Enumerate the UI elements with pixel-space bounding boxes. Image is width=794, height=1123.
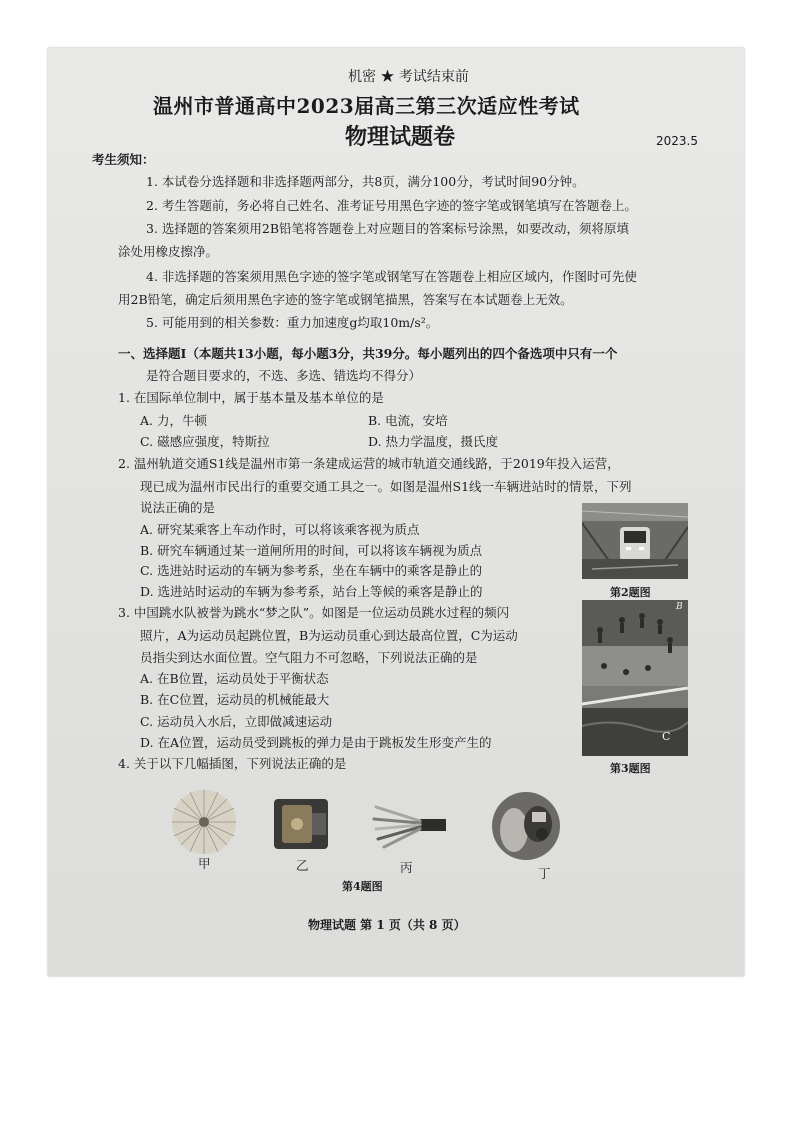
diving-photo-art: [582, 600, 688, 756]
exam-page: [48, 48, 744, 976]
fig4-jia-art: [170, 788, 238, 856]
fig3-label-c: C: [662, 730, 671, 743]
q1-option-c: C. 磁感应强度，特斯拉: [140, 434, 270, 449]
q3-stem-3: 员指尖到达水面位置。空气阻力不可忽略，下列说法正确的是: [140, 650, 478, 665]
q2-stem-1: 2. 温州轨道交通S1线是温州市第一条建成运营的城市轨道交通线路，于2019年投入运营，: [118, 456, 620, 471]
confidential-label: 机密 ★ 考试结束前: [348, 69, 469, 85]
fig3-caption: 第3题图: [610, 762, 651, 775]
section1-line1-text: 一、选择题Ⅰ（本题共13小题，每小题3分，共39分。每小题列出的四个备选项中只有一个: [118, 346, 618, 361]
fig4-label-yi: 乙: [296, 858, 309, 873]
fig4-ding-art: [488, 790, 566, 862]
subject-title: 物理试题卷: [345, 124, 456, 150]
notice-item-3-cont: 涂处用橡皮擦净。: [118, 244, 219, 259]
exam-date: 2023.5: [656, 134, 698, 148]
fig4-yi-art: [268, 793, 334, 855]
q1-option-b: B. 电流，安培: [368, 413, 448, 428]
q1-option-a: A. 力，牛顿: [140, 413, 207, 428]
q3-option-d: D. 在A位置，运动员受到跳板的弹力是由于跳板发生形变产生的: [140, 735, 492, 750]
exam-title: 温州市普通高中2023届高三第三次适应性考试: [153, 94, 580, 118]
notice-heading: 考生须知：: [92, 152, 155, 167]
q3-option-b: B. 在C位置，运动员的机械能最大: [140, 692, 330, 707]
fig4-yi-image: [268, 793, 334, 859]
fig4-label-ding: 丁: [538, 866, 551, 881]
q3-stem-1: 3. 中国跳水队被誉为跳水“梦之队”。如图是一位运动员跳水过程的频闪: [118, 605, 510, 620]
section1-line2: 是符合题目要求的，不选、多选、错选均不得分）: [146, 368, 422, 383]
notice-item-2: 2. 考生答题前，务必将自己姓名、准考证号用黑色字迹的签字笔或钢笔填写在答题卷上。: [146, 198, 637, 213]
train-photo-art: [582, 503, 688, 579]
notice-item-4: 4. 非选择题的答案须用黑色字迹的签字笔或钢笔写在答题卷上相应区域内，作图时可先使: [146, 269, 637, 284]
q2-option-c: C. 选进站时运动的车辆为参考系，坐在车辆中的乘客是静止的: [140, 563, 483, 578]
notice-item-5: 5. 可能用到的相关参数：重力加速度g均取10m/s²。: [146, 315, 439, 330]
q2-option-b: B. 研究车辆通过某一道闸所用的时间，可以将该车辆视为质点: [140, 543, 483, 558]
fig4-caption: 第4题图: [342, 880, 383, 893]
fig4-bing-art: [370, 803, 446, 849]
notice-item-4-cont: 用2B铅笔，确定后须用黑色字迹的签字笔或钢笔描黑，答案写在本试题卷上无效。: [118, 292, 573, 307]
q1-stem: 1. 在国际单位制中，属于基本量及基本单位的是: [118, 390, 384, 405]
q4-stem: 4. 关于以下几幅插图，下列说法正确的是: [118, 756, 347, 771]
fig4-jia-image: [170, 788, 238, 860]
q3-option-a: A. 在B位置，运动员处于平衡状态: [140, 671, 329, 686]
q3-stem-2: 照片，A为运动员起跳位置，B为运动员重心到达最高位置，C为运动: [140, 628, 518, 643]
fig4-label-jia: 甲: [198, 856, 211, 871]
diving-photo: [582, 600, 688, 756]
fig4-label-bing: 丙: [400, 860, 413, 875]
fig4-bing-image: [370, 803, 446, 853]
fig2-caption: 第2题图: [610, 586, 651, 599]
q2-stem-3: 说法正确的是: [140, 500, 216, 515]
train-photo: [582, 503, 688, 579]
q2-option-a: A. 研究某乘客上车动作时，可以将该乘客视为质点: [140, 522, 420, 537]
page-footer: 物理试题 第 1 页（共 8 页）: [308, 918, 466, 932]
q3-option-c: C. 运动员入水后，立即做减速运动: [140, 714, 333, 729]
fig3-label-b: B: [676, 602, 683, 612]
notice-item-3: 3. 选择题的答案须用2B铅笔将答题卷上对应题目的答案标号涂黑，如要改动，须将原填: [146, 221, 630, 236]
q2-stem-2: 现已成为温州市民出行的重要交通工具之一。如图是温州S1线一车辆进站时的情景，下列: [140, 479, 632, 494]
q1-option-d: D. 热力学温度，摄氏度: [368, 434, 499, 449]
section1-line1: [118, 346, 617, 362]
notice-item-1: 1. 本试卷分选择题和非选择题两部分，共8页，满分100分，考试时间90分钟。: [146, 174, 585, 189]
q2-option-d: D. 选进站时运动的车辆为参考系，站台上等候的乘客是静止的: [140, 584, 483, 599]
fig4-ding-image: [488, 790, 566, 866]
